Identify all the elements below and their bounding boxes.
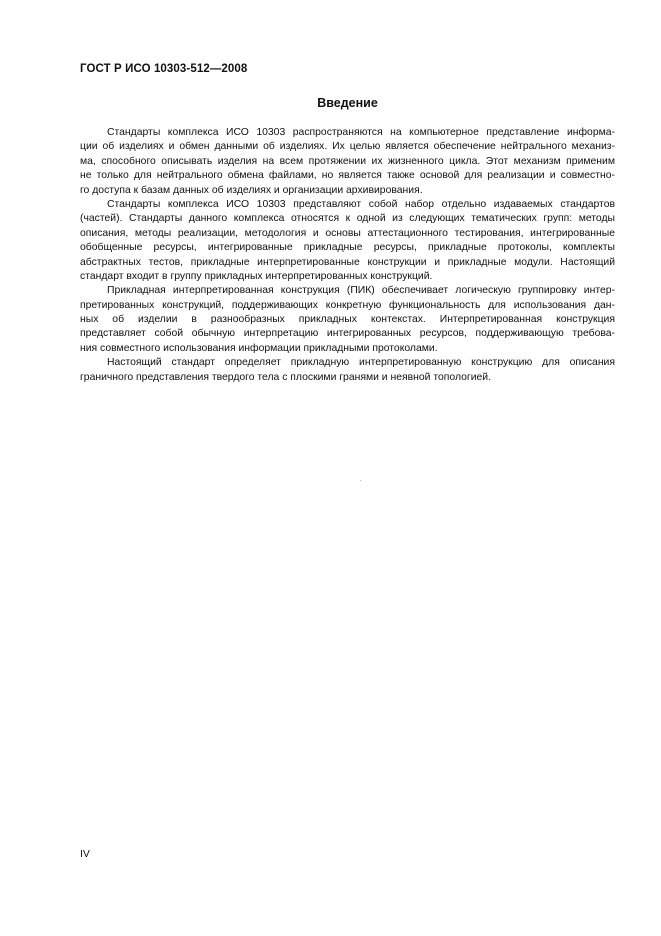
text-line: ции об изделиях и обмен данными об изделиях. Их целью является обеспечение нейтрального механиз-: [80, 141, 615, 153]
text-line: граничного представления твердого тела с плоскими гранями и неявной топологией.: [80, 371, 491, 383]
text-line: ных об изделии в разнообразных прикладных контекстах. Интерпретированная конструкция: [80, 314, 615, 326]
text-line: ма, способного описывать изделия на всем протяжении их жизненного цикла. Этот механизм применим: [80, 155, 615, 167]
text-line: Настоящий стандарт определяет прикладную интерпретированную конструкцию для описания: [107, 357, 615, 369]
text-line: обобщенные ресурсы, интегрированные прикладные ресурсы, прикладные протоколы, комплекты: [80, 242, 615, 254]
text-line: го доступа к базам данных об изделиях и организации архивирования.: [80, 184, 423, 196]
section-title: Введение: [317, 96, 378, 110]
text-line: ния совместного использования информации прикладными протоколами.: [80, 342, 438, 354]
text-line: абстрактных тестов, прикладные интерпретированные конструкции и прикладные модули. Настоящий: [80, 256, 615, 268]
text-line: Стандарты комплекса ИСО 10303 распространяются на компьютерное представление информа-: [107, 127, 615, 138]
document-body: [80, 126, 615, 385]
paragraph-2: [80, 198, 615, 284]
text-line: Стандарты комплекса ИСО 10303 представляют собой набор отдельно издаваемых стандартов: [107, 198, 615, 210]
text-line: Прикладная интерпретированная конструкция (ПИК) обеспечивает логическую группировку интер-: [107, 285, 615, 297]
scan-speck: [360, 480, 361, 481]
text-line: (частей). Стандарты данного комплекса относятся к одной из следующих тематических групп: методы: [80, 213, 615, 225]
paragraph-3: [80, 284, 615, 356]
text-line: не только для нейтрального обмена файлами, но является также основой для реализации и совместно-: [80, 170, 615, 182]
document-header: ГОСТ Р ИСО 10303-512—2008: [80, 63, 248, 75]
text-line: стандарт входит в группу прикладных интерпретированных конструкций.: [80, 270, 433, 282]
text-line: описания, методы реализации, методология и основы аттестационного тестирования, интегрированные: [80, 227, 615, 239]
text-line: претированных конструкций, поддерживающих конкретную функциональность для использования дан-: [80, 299, 615, 311]
paragraph-4: [80, 356, 615, 385]
text-line: представляет собой обычную интерпретацию интегрированных ресурсов, поддерживающую требова-: [80, 328, 615, 340]
paragraph-1: [80, 126, 615, 198]
page-number: IV: [80, 848, 90, 860]
